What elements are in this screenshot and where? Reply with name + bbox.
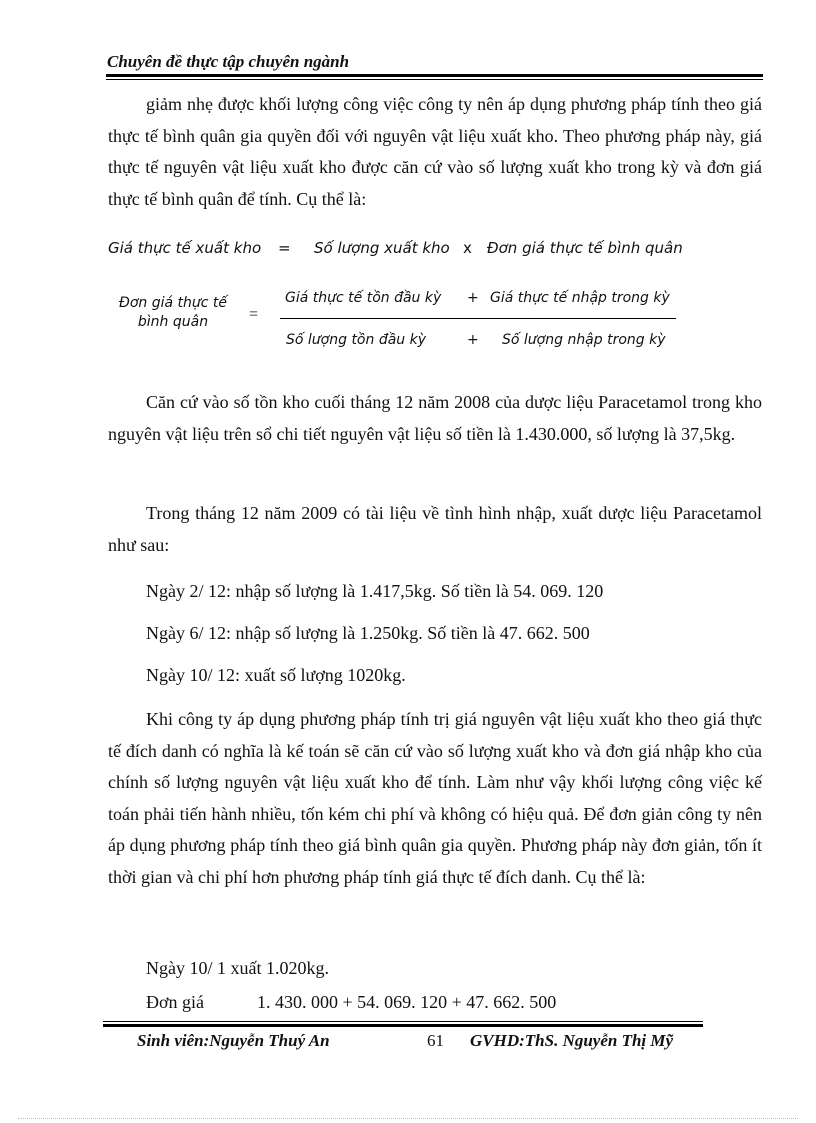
calc-label: Đơn giá (146, 992, 205, 1012)
formula2-lhs: Đơn giá thực tế bình quân (118, 295, 228, 330)
footer-rule-thin (103, 1021, 703, 1022)
header-rule-thick (106, 74, 763, 77)
calc-expression: 1. 430. 000 + 54. 069. 120 + 47. 662. 500 (257, 992, 557, 1012)
formula2-fraction-bar (280, 318, 676, 319)
page-bottom-edge (18, 1118, 798, 1119)
footer-student: Sinh viên:Nguyễn Thuý An (137, 1031, 330, 1050)
entry-line-3: Ngày 10/ 12: xuất số lượng 1020kg. (146, 665, 406, 685)
formula2-numerator-b: Giá thực tế nhập trong kỳ (490, 290, 670, 306)
paragraph-1: giảm nhẹ được khối lượng công việc công ty nên áp dụng phương pháp tính theo giá thực tế bình quân gia quyền đối với nguyên vật liệu xuất kho. Theo phương pháp này, giá thực tế nguyên vật liệu xuất kho được căn cứ vào số lượng xuất kho trong kỳ và đơn giá thực tế bình quân để tính. Cụ thể là: (108, 94, 762, 209)
entry-line-1: Ngày 2/ 12: nhập số lượng là 1.417,5kg. Số tiền là 54. 069. 120 (146, 581, 604, 601)
formula1-eq: = (278, 239, 291, 257)
paragraph-3: Trong tháng 12 năm 2009 có tài liệu về tình hình nhập, xuất dược liệu Paracetamol như sau: (108, 503, 762, 555)
paragraph-4: Khi công ty áp dụng phương pháp tính trị giá nguyên vật liệu xuất kho theo giá thực tế đích danh có nghĩa là kế toán sẽ căn cứ vào số lượng xuất kho và đơn giá nhập kho của chính số lượng nguyên vật liệu xuất kho để tính. Làm như vậy khối lượng công việc kế toán phải tiến hành nhiều, tốn kém chi phí và không có hiệu quả. Để đơn giản công ty nên áp dụng phương pháp tính theo giá bình quân gia quyền. Phương pháp này đơn giản, tốn ít thời gian và chi phí hơn phương pháp tính giá thực tế đích danh. Cụ thể là: (108, 709, 762, 887)
formula2-numerator-a: Giá thực tế tồn đầu kỳ (285, 290, 442, 306)
footer-rule-thick (103, 1024, 703, 1027)
calc-line-1: Ngày 10/ 1 xuất 1.020kg. (146, 958, 329, 978)
footer-advisor: GVHD:ThS. Nguyễn Thị Mỹ (470, 1031, 674, 1050)
formula1-term1: Số lượng xuất kho (314, 239, 450, 257)
header-rule-thin (106, 79, 763, 80)
formula1-term2: Đơn giá thực tế bình quân (487, 239, 683, 257)
paragraph-2: Căn cứ vào số tồn kho cuối tháng 12 năm 2008 của dược liệu Paracetamol trong kho nguyên vật liệu trên sổ chi tiết nguyên vật liệu số tiền là 1.430.000, số lượng là 37,5kg. (108, 392, 762, 444)
formula2-numerator-op: + (467, 290, 479, 306)
entry-line-2: Ngày 6/ 12: nhập số lượng là 1.250kg. Số tiền là 47. 662. 500 (146, 623, 590, 643)
formula2-denominator-a: Số lượng tồn đầu kỳ (286, 332, 426, 348)
formula2-denominator-b: Số lượng nhập trong kỳ (502, 332, 666, 348)
formula1-op: x (463, 239, 472, 257)
formula1-lhs: Giá thực tế xuất kho (108, 239, 262, 257)
formula2-eq: = (249, 306, 259, 323)
page-header-title: Chuyên đề thực tập chuyên ngành (107, 52, 350, 71)
footer-page-number: 61 (427, 1031, 444, 1050)
formula2-denominator-op: + (467, 332, 479, 348)
